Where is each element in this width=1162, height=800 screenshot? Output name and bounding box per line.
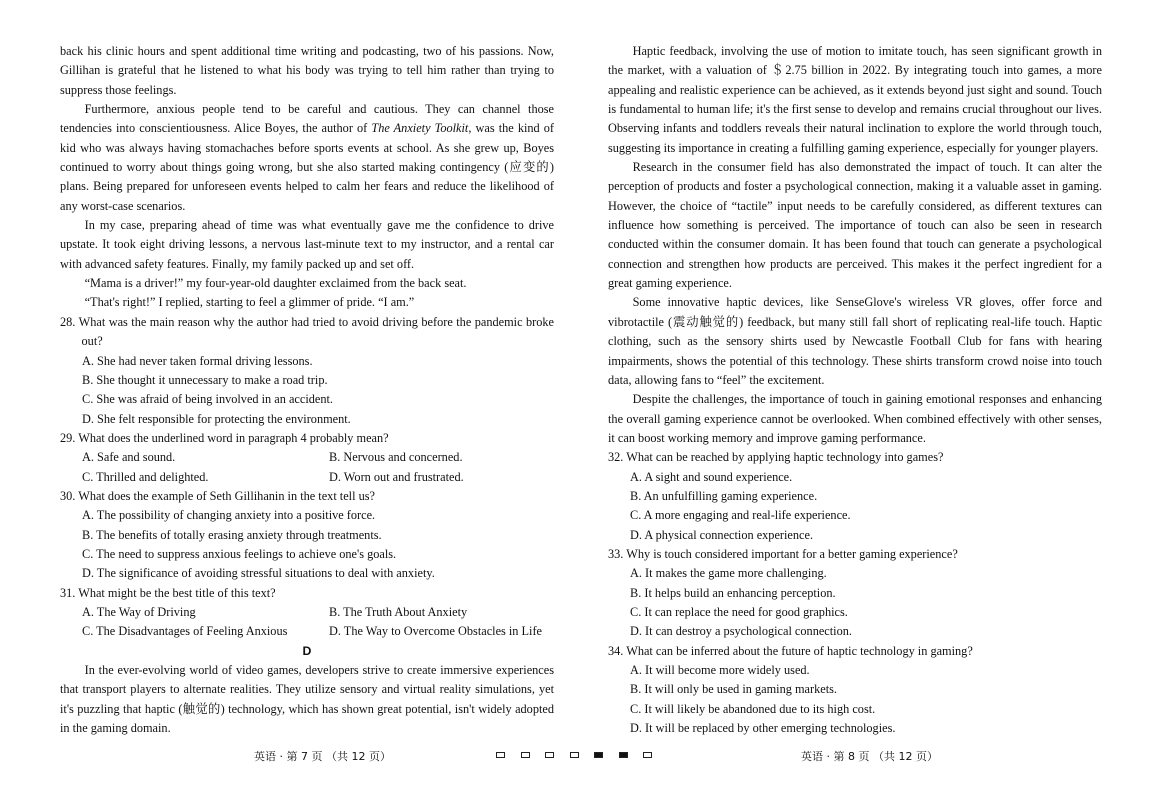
dialogue-line-2: “That's right!” I replied, starting to feel a glimmer of pride. “I am.” [84,295,415,310]
question-29-stem: 29. What does the underlined word in paragraph 4 probably mean? [60,430,389,445]
paragraph-furthermore: Furthermore, anxious people tend to be careful and cautious. They can channel those tendencies into conscientiousness. Alice Boyes, the author of The Anxiety Toolkit, was the kind of kid who was always having stomachaches before sports events at school. As she grew up, Boyes continued to worry about things going wrong, but she also started making contingency (应变的) plans. Being prepared for unforeseen events helped to calm her fears and reduce the likelihood of any worst-case scenarios. [60,102,555,213]
left-column [60,42,554,738]
question-31-option-c: C. The Disadvantages of Feeling Anxious [82,624,288,639]
book-title: The Anxiety Toolkit [371,121,469,136]
question-30-option-a: A. The possibility of changing anxiety into a positive force. [82,508,376,523]
question-29-option-d: D. Worn out and frustrated. [329,469,464,484]
question-31-options-row-1 [60,603,554,622]
paragraph-intro-gaming: In the ever-evolving world of video games, developers strive to create immersive experiences that transport players to alternate realities. They utilize sensory and virtual reality simulations, yet it's puzzling that haptic (触觉的) technology, which has shown great potential, isn't widely adopted in the gaming domain. [60,663,554,736]
question-34-option-b: B. It will only be used in gaming markets. [630,682,837,697]
question-31-option-a: A. The Way of Driving [82,604,196,619]
question-34-option-c: C. It will likely be abandoned due to its high cost. [630,701,876,716]
paragraph-despite: Despite the challenges, the importance of touch in gaining emotional responses and enhancing the overall gaming experience cannot be overlooked. When combined effectively with other senses, it can boost working memory and improve gaming performance. [608,392,1102,445]
question-28-option-c: C. She was afraid of being involved in an accident. [82,392,333,407]
question-31-options-row-2 [60,622,554,641]
paragraph-research: Research in the consumer field has also demonstrated the impact of touch. It can alter the perception of products and foster a psychological connection, making it a valuable asset in gaming. However, the choice of “tactile” input needs to be carefully considered, as different textures can influence how something is perceived. The importance of touch can also be seen in research conducted within the consumer domain. It has been found that touch can generate a psychological connection and strengthen how products are perceived. This makes it the perfect ingredient for a great gaming experience. [608,160,1102,291]
question-28-option-b: B. She thought it unnecessary to make a road trip. [82,372,328,387]
question-31-stem: 31. What might be the best title of this text? [60,585,276,600]
question-28-stem: 28. What was the main reason why the author had tried to avoid driving before the pandemic broke out? [60,314,554,349]
question-30-stem: 30. What does the example of Seth Gillihanin in the text tell us? [60,488,375,503]
question-30-option-c: C. The need to suppress anxious feelings to achieve one's goals. [82,546,397,561]
question-32-option-a: A. A sight and sound experience. [630,469,793,484]
paragraph-my-case: In my case, preparing ahead of time was what eventually gave me the confidence to drive upstate. It took eight driving lessons, a nervous last-minute text to my instructor, and a rental car with advanced safety features. Finally, my family packed up and set off. [60,218,554,271]
question-33-option-d: D. It can destroy a psychological connection. [630,624,852,639]
question-30-option-d: D. The significance of avoiding stressful situations to deal with anxiety. [82,566,435,581]
registration-mark [619,752,628,758]
paragraph-devices: Some innovative haptic devices, like SenseGlove's wireless VR gloves, offer force and vibrotactile (震动触觉的) feedback, but many still fall short of replicating real-life touch. Haptic clothing, such as the sensory shirts used by Newcastle Football Club for fans with hearing impairments, shows the potential of this technology. These shirts transform crowd noise into touch data, allowing fans to “feel” the excitement. [608,295,1102,387]
question-32-stem: 32. What can be reached by applying haptic technology into games? [608,450,944,465]
paragraph-haptic-feedback: Haptic feedback, involving the use of motion to imitate touch, has seen significant growth in the market, with a valuation of ＄2.75 billion in 2022. By integrating touch into games, a more appealing and realistic experience can be achieved, as it extends beyond just sight and sound. Touch is fundamental to human life; it's the first sense to develop and remains crucial throughout our lives. Observing infants and toddlers reveals their natural inclination to explore the world through touch, suggesting its importance in creating a fulfilling gaming experience, especially for younger players. [608,44,1102,155]
question-29-option-c: C. Thrilled and delighted. [82,469,209,484]
question-28-option-d: D. She felt responsible for protecting the environment. [82,411,351,426]
question-33-option-a: A. It makes the game more challenging. [630,566,827,581]
page-footer-left: 英语 · 第 7 页 （共 12 页） [254,750,391,763]
registration-mark [496,752,505,758]
question-31-option-b: B. The Truth About Anxiety [329,604,468,619]
question-32-option-c: C. A more engaging and real-life experience. [630,508,851,523]
question-29-option-b: B. Nervous and concerned. [329,450,463,465]
question-32-option-b: B. An unfulfilling gaming experience. [630,488,818,503]
question-30-option-b: B. The benefits of totally erasing anxiety through treatments. [82,527,382,542]
question-28-option-a: A. She had never taken formal driving lessons. [82,353,313,368]
question-33-option-c: C. It can replace the need for good graphics. [630,604,848,619]
question-31-option-d: D. The Way to Overcome Obstacles in Life [329,624,543,639]
question-29-option-a: A. Safe and sound. [82,450,176,465]
question-32-option-d: D. A physical connection experience. [630,527,814,542]
registration-mark [643,752,652,758]
question-33-stem: 33. Why is touch considered important for a better gaming experience? [608,546,958,561]
section-heading: D [302,643,312,658]
registration-mark [545,752,554,758]
dialogue-line-1: “Mama is a driver!” my four-year-old daughter exclaimed from the back seat. [84,276,467,291]
question-29-options-row-2 [60,468,554,487]
paragraph-continuation: back his clinic hours and spent additional time writing and podcasting, two of his passions. Now, Gillihan is grateful that he listened to what his body was trying to tell him rather than trying to suppress those feelings. [60,44,554,97]
registration-mark [521,752,530,758]
registration-mark [570,752,579,758]
right-column [608,42,1102,738]
question-34-stem: 34. What can be inferred about the future of haptic technology in gaming? [608,643,973,658]
question-34-option-d: D. It will be replaced by other emerging technologies. [630,721,896,736]
page-footer-right: 英语 · 第 8 页 （共 12 页） [801,750,938,763]
registration-mark [594,752,603,758]
question-29-options-row-1 [60,448,554,467]
question-33-option-b: B. It helps build an enhancing perception. [630,585,836,600]
registration-marks [496,752,652,758]
question-34-option-a: A. It will become more widely used. [630,663,810,677]
